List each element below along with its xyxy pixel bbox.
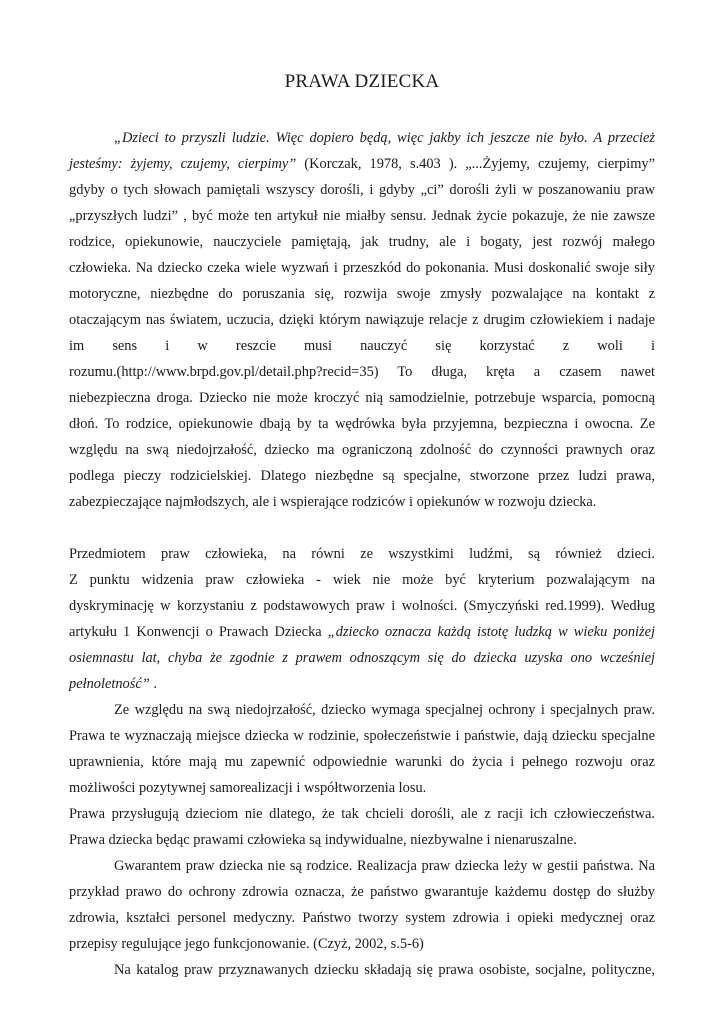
body-text: Z punktu widzenia praw człowieka - wiek nie może być kryterium pozwalającym na	[69, 572, 655, 588]
text-line	[69, 414, 655, 434]
text-line	[69, 388, 655, 408]
body-text: gdyby o tych słowach pamiętali wszyscy dorośli, i gdyby „ci” dorośli żyli w poszanowaniu praw	[69, 182, 655, 198]
text-line	[69, 232, 655, 252]
body-text: zdrowia, kształci personel medyczny. Państwo tworzy system zdrowia i opieki medycznej oraz	[69, 910, 655, 926]
text-line	[69, 726, 655, 746]
text-line	[69, 908, 655, 928]
text-line	[69, 440, 655, 460]
text-line	[114, 856, 655, 876]
body-text: rodzice, opiekunowie, nauczyciele pamiętają, jak trudny, ale i bogaty, jest rozwój małego	[69, 234, 655, 250]
text-line	[69, 154, 655, 174]
text-line	[69, 284, 655, 304]
text-line	[69, 778, 655, 798]
body-text: zabezpieczające najmłodszych, ale i wspierające rodziców i opiekunów w rozwoju dziecka.	[69, 494, 597, 510]
text-line	[69, 752, 655, 772]
body-text: uprawnienia, które mają mu zapewnić odpowiednie warunki do życia i pełnego rozwoju oraz	[69, 754, 655, 770]
body-text: Prawa przysługują dzieciom nie dlatego, że tak chcieli dorośli, ale z racji ich człowieczeństwa.	[69, 806, 655, 822]
text-line	[69, 336, 655, 356]
text-line	[114, 960, 655, 980]
body-text: dłoń. To rodzice, opiekunowie dbają by ta wędrówka była przyjemna, bezpieczna i owocna. Ze	[69, 416, 655, 432]
body-text: możliwości pozytywnej samorealizacji i współtworzenia losu.	[69, 780, 427, 796]
body-text: przykład prawo do ochrony zdrowia oznacza, że państwo gwarantuje każdemu dostęp do służby	[69, 884, 655, 900]
body-text: „przyszłych ludzi” , być może ten artykuł nie miałby sensu. Jednak życie pokazuje, że nie zawsze	[69, 208, 655, 224]
text-line	[69, 492, 655, 512]
italic-text: osiemnastu lat, chyba że zgodnie z prawem odnoszącym się do dziecka uzyska ono wcześniej	[69, 650, 655, 666]
body-text: artykułu 1 Konwencji o Prawach Dziecka	[69, 624, 328, 640]
italic-text: jesteśmy: żyjemy, czujemy, cierpimy”	[69, 156, 297, 172]
italic-text: pełnoletność”	[69, 676, 154, 692]
text-line	[69, 622, 655, 642]
body-text: Na katalog praw przyznawanych dziecku składają się prawa osobiste, socjalne, polityczne,	[114, 962, 655, 978]
text-line	[69, 258, 655, 278]
body-text: rozumu.(http://www.brpd.gov.pl/detail.php?recid=35) To długa, kręta a czasem nawet	[69, 364, 655, 380]
text-line	[69, 674, 655, 694]
text-line	[69, 570, 655, 590]
body-text: Prawa te wyznaczają miejsce dziecka w rodzinie, społeczeństwie i państwie, dają dziecku specjalne	[69, 728, 655, 744]
text-line	[69, 206, 655, 226]
page-title: PRAWA DZIECKA	[284, 71, 440, 92]
body-text: Ze względu na swą niedojrzałość, dziecko wymaga specjalnej ochrony i specjalnych praw.	[114, 702, 655, 718]
text-line	[69, 830, 655, 850]
body-text: dyskryminację w korzystaniu z podstawowych praw i wolności. (Smyczyński red.1999). Według	[69, 598, 655, 614]
body-text: Prawa dziecka będąc prawami człowieka są indywidualne, niezbywalne i nienaruszalne.	[69, 832, 577, 848]
body-text: .	[153, 676, 157, 692]
text-line	[69, 310, 655, 330]
body-text: otaczającym nas światem, uczucia, dzięki którym nawiązuje relacje z drugim człowiekiem i nadaje	[69, 312, 655, 328]
text-line	[114, 128, 655, 148]
text-line	[69, 466, 655, 486]
body-text: Przedmiotem praw człowieka, na równi ze wszystkimi ludźmi, są również dzieci.	[69, 546, 655, 562]
body-text: przepisy regulujące jego funkcjonowanie. (Czyż, 2002, s.5-6)	[69, 936, 424, 952]
text-line	[69, 882, 655, 902]
body-text: motoryczne, niezbędne do poruszania się, rozwija swoje zmysły pozwalające na kontakt z	[69, 286, 655, 302]
body-text: (Korczak, 1978, s.403 ). „...Żyjemy, czujemy, cierpimy”	[296, 156, 655, 172]
body-text: im sens i w reszcie musi nauczyć się korzystać z woli i	[69, 338, 655, 354]
text-line	[69, 544, 655, 564]
text-line	[69, 934, 655, 954]
text-line	[69, 180, 655, 200]
text-line	[69, 596, 655, 616]
text-line	[69, 362, 655, 382]
body-text: podlega pieczy rodzicielskiej. Dlatego niezbędne są specjalne, stworzone przez ludzi prawa,	[69, 468, 655, 484]
body-text: Gwarantem praw dziecka nie są rodzice. Realizacja praw dziecka leży w gestii państwa. Na	[114, 858, 655, 874]
text-line	[69, 804, 655, 824]
italic-text: „dziecko oznacza każdą istotę ludzką w wieku poniżej	[327, 624, 655, 640]
body-text: względu na swą niedojrzałość, dziecko ma ograniczoną zdolność do czynności prawnych oraz	[69, 442, 655, 458]
italic-text: „Dzieci to przyszli ludzie. Więc dopiero będą, więc jakby ich jeszcze nie było. A przecież	[114, 130, 655, 146]
body-text: człowieka. Na dziecko czeka wiele wyzwań i przeszkód do pokonania. Musi doskonalić swoje siły	[69, 260, 655, 276]
text-line	[114, 700, 655, 720]
body-text: niebezpieczna droga. Dziecko nie może kroczyć nią samodzielnie, potrzebuje wsparcia, pomocną	[69, 390, 655, 406]
text-line	[69, 648, 655, 668]
